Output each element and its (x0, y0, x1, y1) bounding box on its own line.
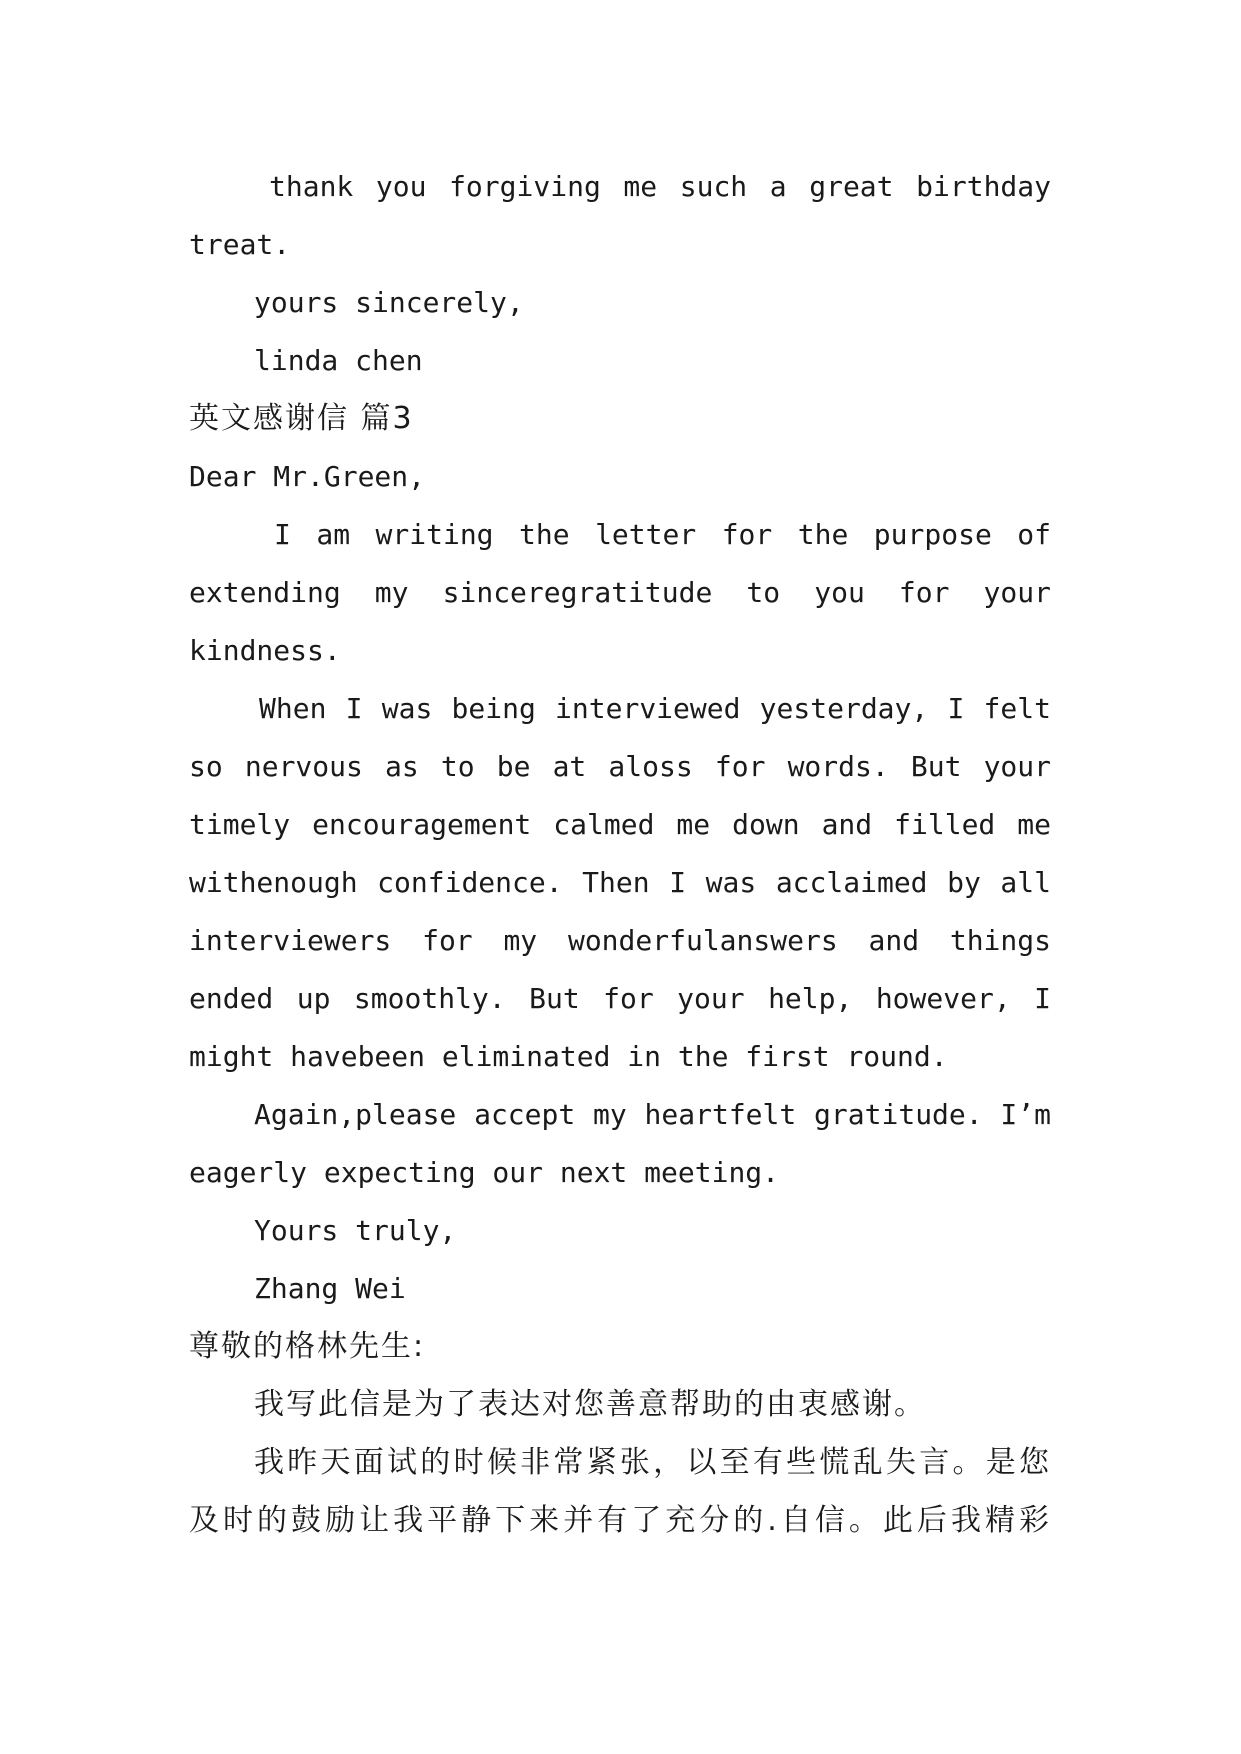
letter3-paragraph2-line: so nervous as to be at aloss for words. But your (189, 750, 1051, 783)
translation-paragraph2-line: 及时的鼓励让我平静下来并有了充分的.自信。此后我精彩 (189, 1503, 1051, 1538)
letter3-paragraph2-line: withenough confidence. Then I was acclaimed by all (189, 866, 1051, 899)
letter2-closing-line-cont: treat. (189, 228, 291, 261)
translation-salutation: 尊敬的格林先生: (189, 1329, 426, 1364)
section-heading: 英文感谢信 篇3 (189, 401, 414, 436)
letter2-signature: linda chen (254, 344, 423, 377)
letter3-salutation: Dear Mr.Green, (189, 460, 426, 493)
letter3-signoff: Yours truly, (254, 1214, 457, 1247)
translation-paragraph2-line: 我昨天面试的时候非常紧张，以至有些慌乱失言。是您 (254, 1445, 1051, 1480)
letter3-paragraph3-line: Again,please accept my heartfelt gratitude. I’m (254, 1098, 1051, 1131)
letter3-paragraph3-line: eagerly expecting our next meeting. (189, 1156, 780, 1189)
letter3-paragraph2-line: timely encouragement calmed me down and filled me (189, 808, 1051, 841)
letter3-paragraph1-line: kindness. (189, 634, 341, 667)
letter2-closing-line: thank you forgiving me such a great birthday (269, 170, 1051, 203)
translation-paragraph1: 我写此信是为了表达对您善意帮助的由衷感谢。 (254, 1387, 926, 1422)
letter3-paragraph2-line: might havebeen eliminated in the first round. (189, 1040, 948, 1073)
letter2-signoff: yours sincerely, (254, 286, 524, 319)
letter3-paragraph2-line: When I was being interviewed yesterday, I felt (259, 692, 1051, 725)
letter3-paragraph2-line: interviewers for my wonderfulanswers and things (189, 924, 1051, 957)
letter3-paragraph1-line: I am writing the letter for the purpose of (274, 518, 1051, 551)
letter3-signature: Zhang Wei (254, 1272, 406, 1305)
letter3-paragraph1-line: extending my sinceregratitude to you for your (189, 576, 1051, 609)
letter3-paragraph2-line: ended up smoothly. But for your help, however, I (189, 982, 1051, 1015)
